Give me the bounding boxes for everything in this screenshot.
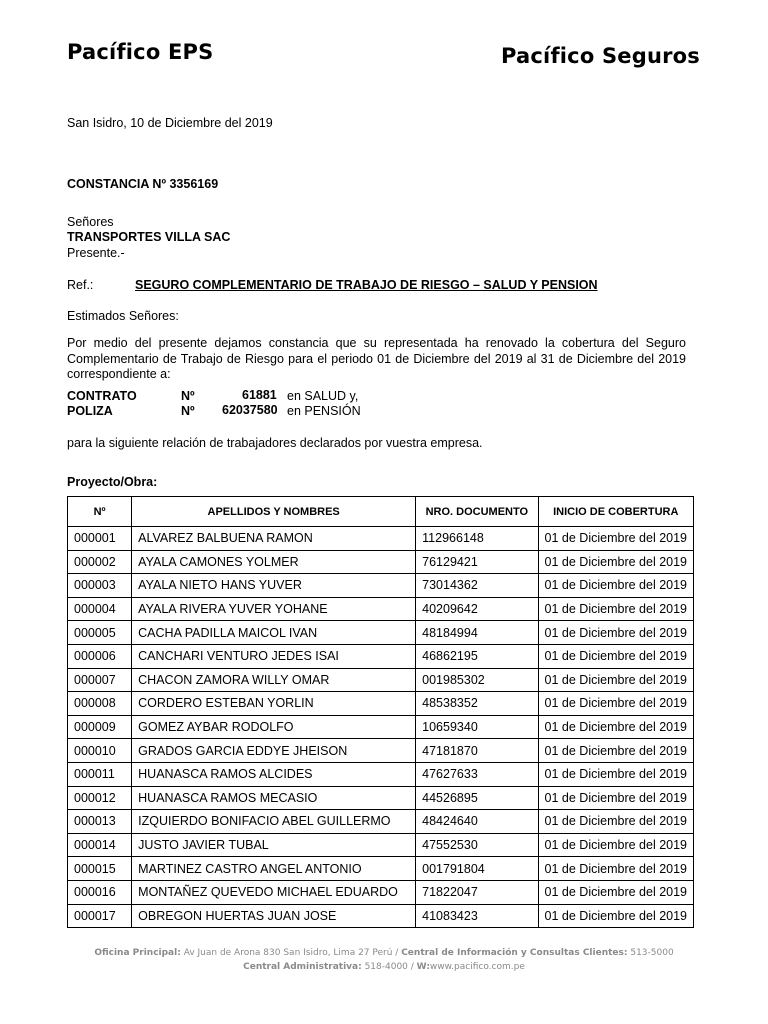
relation-text: para la siguiente relación de trabajadores declarados por vuestra empresa.: [67, 436, 483, 450]
contrato-value: 61881: [242, 388, 277, 402]
footer-office-address: Av Juan de Arona 830 San Isidro, Lima 27 Perú /: [180, 948, 402, 958]
row-number: 000010: [68, 739, 132, 763]
recipient-name: TRANSPORTES VILLA SAC: [67, 230, 231, 244]
header-number: Nº: [68, 497, 132, 527]
worker-name: AYALA RIVERA YUVER YOHANE: [132, 597, 416, 621]
footer-admin-phone: 518-4000 /: [361, 962, 417, 972]
document-number: 48424640: [416, 810, 538, 834]
table-header-row: [68, 497, 694, 527]
document-number: 48538352: [416, 692, 538, 716]
worker-name: CANCHARI VENTURO JEDES ISAI: [132, 644, 416, 668]
coverage-start: 01 de Diciembre del 2019: [538, 715, 693, 739]
table-row: [68, 857, 694, 881]
coverage-start: 01 de Diciembre del 2019: [538, 833, 693, 857]
table-row: [68, 597, 694, 621]
coverage-start: 01 de Diciembre del 2019: [538, 527, 693, 551]
brand-logo-pacifico-eps: Pacífico EPS: [67, 40, 214, 64]
document-number: 44526895: [416, 786, 538, 810]
table-row: [68, 715, 694, 739]
footer-admin-label: Central Administrativa:: [243, 962, 362, 972]
worker-name: CACHA PADILLA MAICOL IVAN: [132, 621, 416, 645]
coverage-start: 01 de Diciembre del 2019: [538, 621, 693, 645]
row-number: 000012: [68, 786, 132, 810]
document-number: 112966148: [416, 527, 538, 551]
document-number: 46862195: [416, 644, 538, 668]
footer-info-label: Central de Información y Consultas Clientes:: [401, 948, 628, 958]
poliza-value: 62037580: [222, 403, 278, 417]
poliza-suffix: en PENSIÓN: [287, 404, 361, 418]
row-number: 000001: [68, 527, 132, 551]
coverage-start: 01 de Diciembre del 2019: [538, 880, 693, 904]
document-number: 47552530: [416, 833, 538, 857]
table-row: [68, 880, 694, 904]
header-coverage-start: INICIO DE COBERTURA: [538, 497, 693, 527]
document-number: 001791804: [416, 857, 538, 881]
row-number: 000016: [68, 880, 132, 904]
row-number: 000013: [68, 810, 132, 834]
coverage-start: 01 de Diciembre del 2019: [538, 857, 693, 881]
table-row: [68, 833, 694, 857]
row-number: 000003: [68, 574, 132, 598]
header-names: APELLIDOS Y NOMBRES: [132, 497, 416, 527]
footer-line-2: [0, 962, 768, 972]
table-row: [68, 904, 694, 928]
contrato-no-label: Nº: [181, 389, 195, 403]
worker-name: GRADOS GARCIA EDDYE JHEISON: [132, 739, 416, 763]
coverage-start: 01 de Diciembre del 2019: [538, 644, 693, 668]
document-number: 47181870: [416, 739, 538, 763]
row-number: 000004: [68, 597, 132, 621]
contrato-label: CONTRATO: [67, 389, 137, 403]
table-row: [68, 692, 694, 716]
worker-name: IZQUIERDO BONIFACIO ABEL GUILLERMO: [132, 810, 416, 834]
table-row: [68, 621, 694, 645]
document-number: 001985302: [416, 668, 538, 692]
row-number: 000011: [68, 762, 132, 786]
table-row: [68, 668, 694, 692]
row-number: 000002: [68, 550, 132, 574]
table-row: [68, 644, 694, 668]
coverage-start: 01 de Diciembre del 2019: [538, 739, 693, 763]
document-number: 71822047: [416, 880, 538, 904]
workers-table: [67, 496, 694, 928]
worker-name: CHACON ZAMORA WILLY OMAR: [132, 668, 416, 692]
table-row: [68, 810, 694, 834]
coverage-start: 01 de Diciembre del 2019: [538, 574, 693, 598]
brand-logo-pacifico-seguros: Pacífico Seguros: [501, 44, 700, 68]
footer-office-label: Oficina Principal:: [94, 948, 181, 958]
row-number: 000014: [68, 833, 132, 857]
contrato-suffix: en SALUD y,: [287, 389, 359, 403]
footer-line-1: [0, 948, 768, 958]
worker-name: MONTAÑEZ QUEVEDO MICHAEL EDUARDO: [132, 880, 416, 904]
worker-name: HUANASCA RAMOS ALCIDES: [132, 762, 416, 786]
worker-name: OBREGON HUERTAS JUAN JOSE: [132, 904, 416, 928]
document-number: 73014362: [416, 574, 538, 598]
ref-subject: SEGURO COMPLEMENTARIO DE TRABAJO DE RIESGO – SALUD Y PENSION: [135, 278, 598, 292]
table-row: [68, 739, 694, 763]
worker-name: ALVAREZ BALBUENA RAMON: [132, 527, 416, 551]
document-number: 76129421: [416, 550, 538, 574]
proyecto-label: Proyecto/Obra:: [67, 475, 158, 489]
row-number: 000017: [68, 904, 132, 928]
salutation-line: Señores: [67, 215, 114, 229]
document-number: 48184994: [416, 621, 538, 645]
document-number: 40209642: [416, 597, 538, 621]
poliza-no-label: Nº: [181, 404, 195, 418]
row-number: 000006: [68, 644, 132, 668]
worker-name: AYALA CAMONES YOLMER: [132, 550, 416, 574]
body-paragraph: Por medio del presente dejamos constancia que su representada ha renovado la cobertura del Seguro Complementario de Trabajo de Riesgo para el periodo 01 de Diciembre del 2019 al 31 de Diciembre del 2019 correspondiente a:: [67, 336, 686, 381]
coverage-start: 01 de Diciembre del 2019: [538, 762, 693, 786]
footer-web-url: www.pacifico.com.pe: [429, 962, 525, 972]
document-number: 10659340: [416, 715, 538, 739]
row-number: 000005: [68, 621, 132, 645]
coverage-start: 01 de Diciembre del 2019: [538, 904, 693, 928]
row-number: 000009: [68, 715, 132, 739]
poliza-label: POLIZA: [67, 404, 113, 418]
worker-name: GOMEZ AYBAR RODOLFO: [132, 715, 416, 739]
coverage-start: 01 de Diciembre del 2019: [538, 597, 693, 621]
worker-name: AYALA NIETO HANS YUVER: [132, 574, 416, 598]
coverage-start: 01 de Diciembre del 2019: [538, 550, 693, 574]
header-document: NRO. DOCUMENTO: [416, 497, 538, 527]
worker-name: JUSTO JAVIER TUBAL: [132, 833, 416, 857]
table-row: [68, 762, 694, 786]
presente: Presente.-: [67, 246, 125, 260]
coverage-start: 01 de Diciembre del 2019: [538, 786, 693, 810]
place-date: San Isidro, 10 de Diciembre del 2019: [67, 116, 273, 130]
worker-name: CORDERO ESTEBAN YORLIN: [132, 692, 416, 716]
table-row: [68, 786, 694, 810]
row-number: 000015: [68, 857, 132, 881]
ref-label: Ref.:: [67, 278, 94, 292]
row-number: 000007: [68, 668, 132, 692]
row-number: 000008: [68, 692, 132, 716]
worker-name: HUANASCA RAMOS MECASIO: [132, 786, 416, 810]
footer-web-label: W:: [416, 962, 430, 972]
footer-info-phone: 513-5000: [627, 948, 674, 958]
document-number: 41083423: [416, 904, 538, 928]
table-row: [68, 527, 694, 551]
worker-name: MARTINEZ CASTRO ANGEL ANTONIO: [132, 857, 416, 881]
table-row: [68, 574, 694, 598]
constancia-number: CONSTANCIA Nº 3356169: [67, 177, 219, 191]
table-row: [68, 550, 694, 574]
document-number: 47627633: [416, 762, 538, 786]
greeting: Estimados Señores:: [67, 309, 179, 323]
coverage-start: 01 de Diciembre del 2019: [538, 692, 693, 716]
coverage-start: 01 de Diciembre del 2019: [538, 668, 693, 692]
coverage-start: 01 de Diciembre del 2019: [538, 810, 693, 834]
